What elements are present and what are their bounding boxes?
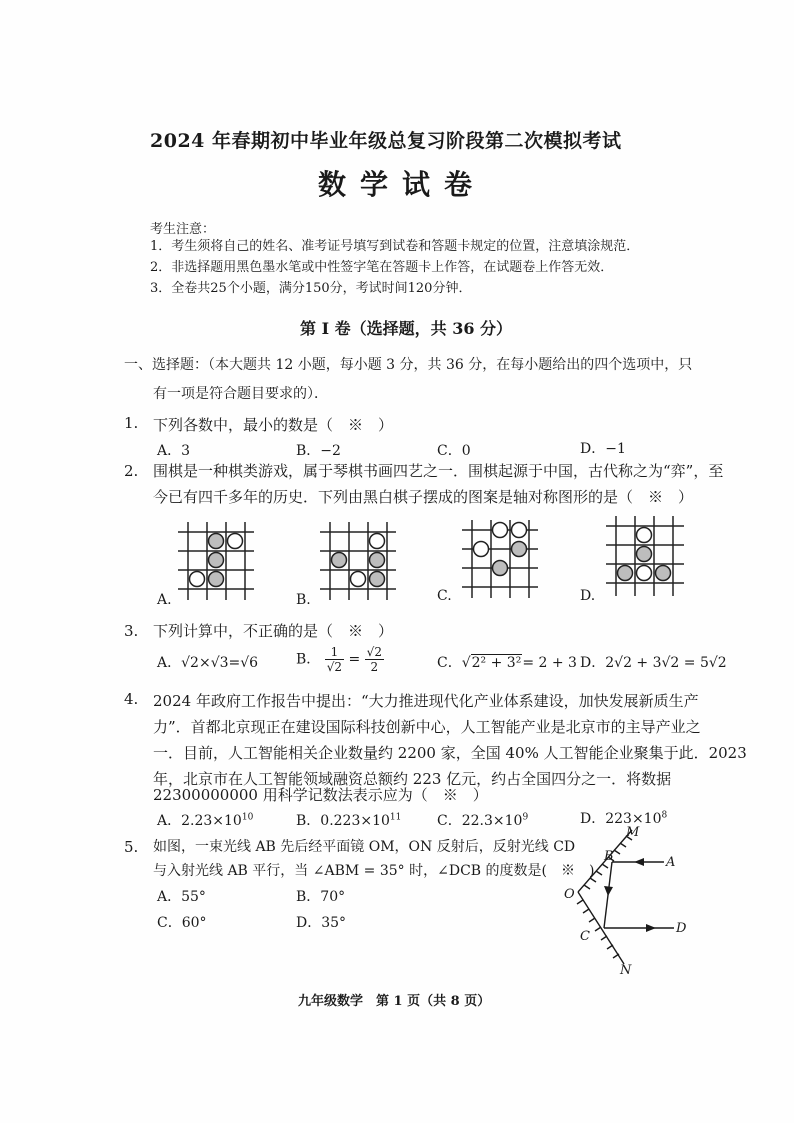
- question-stem: 如图，一束光线 AB 先后经平面镜 OM，ON 反射后，反射光线 CD: [153, 839, 576, 855]
- exponent: 8: [661, 810, 668, 821]
- notice-item: 2．非选择题用黑色墨水笔或中性签字笔在答题卡上作答，在试题卷上作答无效．: [150, 260, 614, 275]
- option-label: C．: [437, 813, 462, 829]
- section-instructions: 一、选择题：（本大题共 12 小题，每小题 3 分，共 36 分，在每小题给出的四个选项中，只: [124, 357, 693, 373]
- math-term: √6: [240, 655, 259, 671]
- figure-label-c: C.: [437, 588, 452, 604]
- question-stem: 2024 年政府工作报告中提出：“大力推进现代化产业体系建设，加快发展新质生产: [153, 692, 699, 710]
- section-instructions-cont: 有一项是符合题目要求的）．: [153, 386, 328, 402]
- math-op: ×: [198, 655, 211, 671]
- option-label: B．: [296, 651, 321, 668]
- figure-label-b: B.: [296, 592, 311, 608]
- option-label: A．: [157, 813, 182, 829]
- numerator: 1: [325, 645, 344, 660]
- option-label: D．: [580, 811, 606, 827]
- figure-label-a: A.: [157, 592, 172, 608]
- math-term: 223×10: [605, 811, 662, 827]
- option-label: C．: [437, 655, 462, 671]
- math-term: 0.223×10: [320, 813, 390, 829]
- question-number: 4.: [124, 690, 139, 708]
- question-number: 2.: [124, 462, 139, 480]
- exponent: 9: [522, 812, 529, 823]
- math-term: √2: [181, 655, 199, 671]
- math-term: 2.23×10: [181, 813, 242, 829]
- fraction: [325, 645, 344, 674]
- point-label: M: [626, 825, 640, 840]
- question-stem-cont: 一．目前，人工智能相关企业数量约 2200 家，全国 40% 人工智能企业聚集于此．2023: [153, 744, 747, 762]
- point-label: N: [620, 963, 632, 978]
- question-stem: 围棋是一种棋类游戏，属于琴棋书画四艺之一．围棋起源于中国，古代称之为“弈”，至: [153, 462, 724, 480]
- notice-heading: 考生注意：: [150, 222, 216, 237]
- option-c: [437, 652, 577, 672]
- math-op: =: [348, 651, 361, 668]
- question-stem-cont: 力”．首都北京现正在建设国际科技创新中心，人工智能产业是北京市的主导产业之: [153, 718, 701, 736]
- notice-item: 1．考生须将自己的姓名、准考证号填写到试卷和答题卡规定的位置，注意填涂规范．: [150, 239, 640, 254]
- question-stem-cont: 与入射光线 AB 平行，当 ∠ABM = 35° 时，∠DCB 的度数是( ※ ): [153, 863, 595, 879]
- fraction: [365, 645, 384, 674]
- mirror-diagram: [556, 826, 696, 976]
- math-term: √3: [210, 655, 229, 671]
- point-label: A: [666, 855, 676, 870]
- question-number: 3.: [124, 622, 139, 640]
- figure-label-d: D.: [580, 588, 596, 604]
- option-d: D．35°: [296, 915, 347, 931]
- go-board-a: [176, 520, 256, 600]
- point-label: C: [580, 929, 590, 944]
- notice-item: 3．全卷共25个小题，满分150分，考试时间120分钟．: [150, 281, 472, 296]
- option-label: B．: [296, 813, 321, 829]
- go-board-c: [460, 518, 540, 598]
- option-c: C．60°: [157, 915, 207, 931]
- exam-title: 2024 年春期初中毕业年级总复习阶段第二次模拟考试: [150, 130, 622, 152]
- option-d: [580, 808, 667, 828]
- math-term: = 2 + 3: [522, 655, 577, 671]
- option-a: [157, 810, 253, 830]
- point-label: O: [564, 887, 575, 902]
- radicand: 2² + 3²: [471, 655, 522, 671]
- math-op: =: [228, 655, 241, 671]
- option-a: [157, 652, 258, 672]
- denominator: 2: [370, 660, 379, 674]
- subject-title: 数学试卷: [318, 168, 487, 201]
- option-label: D．: [580, 655, 606, 671]
- math-term: 2√2 + 3√2 = 5√2: [605, 655, 727, 671]
- option-b: [296, 810, 401, 830]
- question-number: 1.: [124, 414, 139, 432]
- question-stem-cont: 今已有四千多年的历史．下列由黑白棋子摆成的图案是轴对称图形的是（ ※ ）: [153, 488, 694, 506]
- go-board-d: [604, 514, 686, 598]
- part-title: 第 I 卷（选择题，共 36 分）: [300, 319, 513, 338]
- exponent: 11: [389, 812, 402, 823]
- question-stem-cont: 年，北京市在人工智能领域融资总额约 223 亿元，约占全国四分之一．将数据: [153, 770, 672, 788]
- option-d: D．−1: [580, 441, 626, 457]
- question-stem-cont: 22300000000 用科学记数法表示应为（ ※ ）: [153, 786, 488, 804]
- option-label: A．: [157, 655, 182, 671]
- option-b: [296, 645, 384, 674]
- radical-sign: √: [461, 655, 471, 671]
- question-number: 5.: [124, 838, 139, 856]
- point-label: D: [676, 921, 687, 936]
- option-c: C．0: [437, 443, 471, 459]
- math-term: 22.3×10: [461, 813, 523, 829]
- option-b: B．−2: [296, 443, 341, 459]
- page-footer: 九年级数学 第 1 页（共 8 页）: [298, 994, 491, 1009]
- option-a: A．3: [157, 443, 191, 459]
- go-board-b: [318, 520, 398, 600]
- option-c: [437, 810, 528, 830]
- option-d: [580, 652, 727, 672]
- question-stem: 下列计算中，不正确的是（ ※ ）: [153, 622, 394, 640]
- exponent: 10: [241, 812, 254, 823]
- option-b: B．70°: [296, 889, 346, 905]
- denominator: √2: [326, 660, 343, 674]
- question-stem: 下列各数中，最小的数是（ ※ ）: [153, 416, 394, 434]
- option-a: A．55°: [157, 889, 206, 905]
- numerator: √2: [366, 645, 382, 659]
- point-label: B: [604, 849, 614, 864]
